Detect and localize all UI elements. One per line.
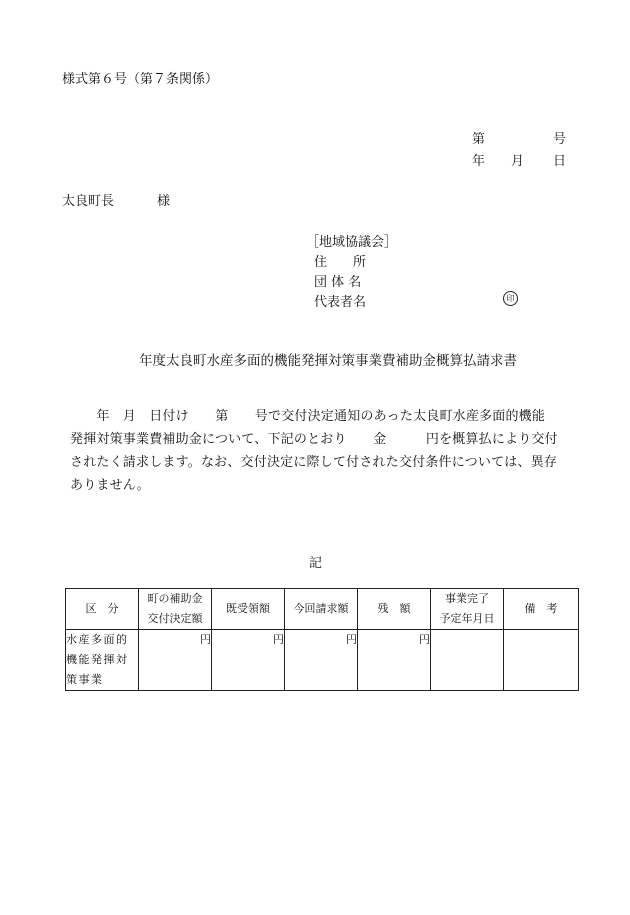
kubun-line2: 機能発揮対 <box>66 653 129 666</box>
applicant-org-label: ［地域協議会］ <box>306 235 398 250</box>
form-label: 様式第６号（第７条関係） <box>62 72 219 87</box>
applicant-address-label: 住 所 <box>314 255 367 270</box>
header-remaining: 残 額 <box>358 589 431 630</box>
issue-date-day: 日 <box>553 154 567 169</box>
cell-completion-date[interactable] <box>431 630 504 691</box>
applicant-group-label: 団 体 名 <box>314 275 362 290</box>
addressee-honorific: 様 <box>157 194 171 209</box>
cell-kubun <box>66 630 139 691</box>
applicant-rep-label: 代表者名 <box>314 295 367 310</box>
cell-current-claim[interactable]: 円 <box>285 630 358 691</box>
kubun-line1: 水産多面的 <box>66 633 129 646</box>
header-completion-line2: 予定年月日 <box>439 612 495 625</box>
header-kubun: 区 分 <box>66 589 139 630</box>
header-remarks: 備 考 <box>504 589 579 630</box>
addressee-name: 太良町長 <box>62 194 115 209</box>
claim-table <box>65 588 579 691</box>
cell-remaining-amount[interactable]: 円 <box>358 630 431 691</box>
body-line: 発揮対策事業費補助金について、下記のとおり 金 円を概算払により交付 <box>70 432 558 447</box>
issue-number-dai: 第 <box>472 132 486 147</box>
header-decision-line1: 町の補助金 <box>147 592 203 605</box>
kubun-line3: 策事業 <box>66 673 104 686</box>
body-line: ありません。 <box>70 478 150 493</box>
body-line: されたく請求します。なお、交付決定に際して付された交付条件については、異存 <box>70 455 558 470</box>
table-header-row <box>66 589 579 630</box>
header-received: 既受領額 <box>212 589 285 630</box>
header-completion-line1: 事業完了 <box>445 592 489 605</box>
issue-date-year: 年 <box>472 154 486 169</box>
header-decision-line2: 交付決定額 <box>147 612 203 625</box>
header-current-claim: 今回請求額 <box>285 589 358 630</box>
cell-received-amount[interactable]: 円 <box>212 630 285 691</box>
cell-remarks[interactable] <box>504 630 579 691</box>
issue-date-month: 月 <box>511 154 525 169</box>
header-decision-amount <box>139 589 212 630</box>
seal-mark: 印 <box>503 291 518 306</box>
body-paragraph <box>70 405 580 497</box>
cell-decision-amount[interactable]: 円 <box>139 630 212 691</box>
issue-number-go: 号 <box>553 132 567 147</box>
table-row <box>66 630 579 691</box>
header-completion-date <box>431 589 504 630</box>
ki-heading: 記 <box>309 556 323 571</box>
body-line: 年 月 日付け 第 号で交付決定通知のあった太良町水産多面的機能 <box>70 409 546 424</box>
document-title: 年度太良町水産多面的機能発揮対策事業費補助金概算払請求書 <box>139 353 517 369</box>
